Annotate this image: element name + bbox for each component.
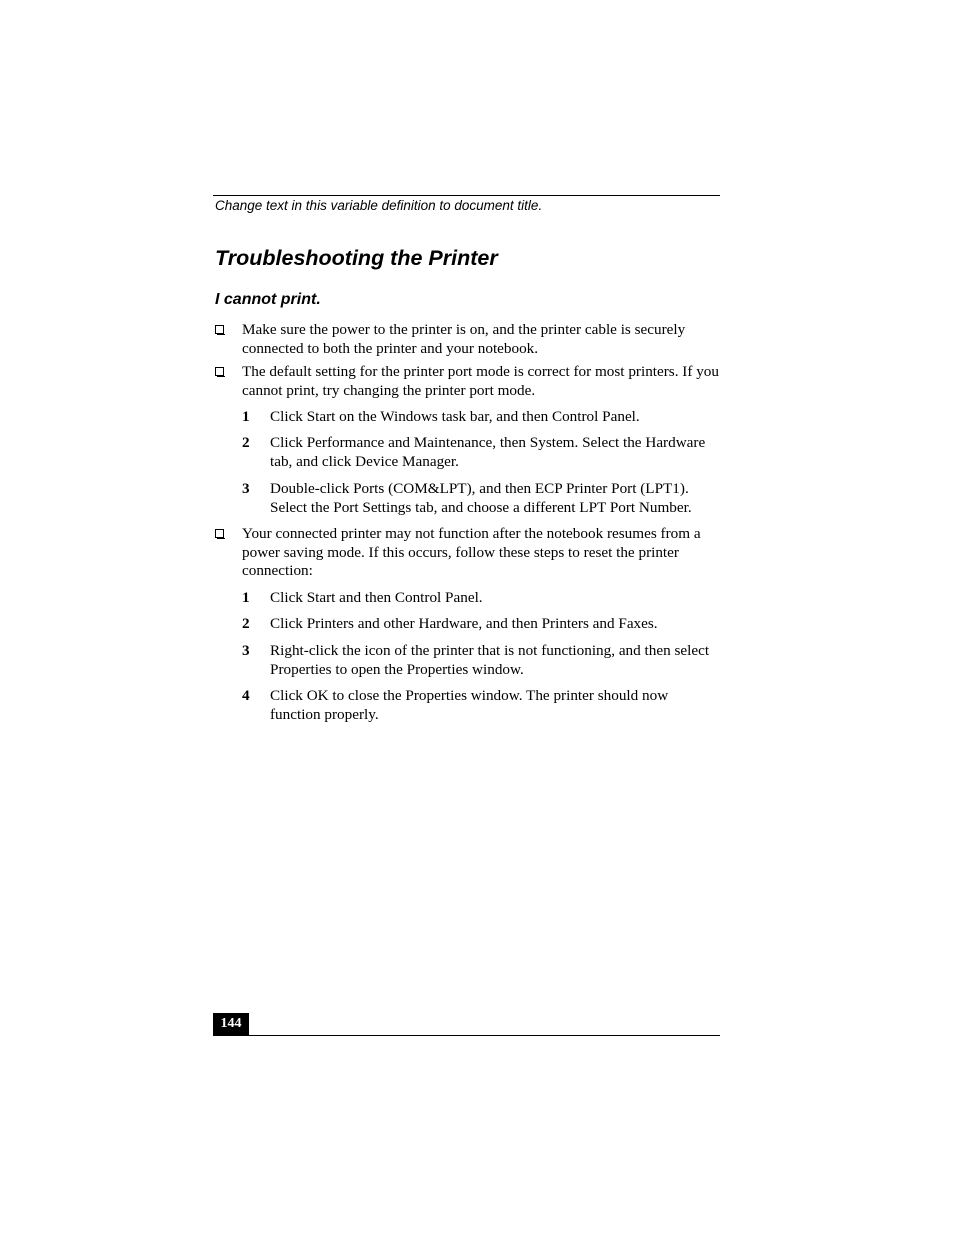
step-text: Click Printers and other Hardware, and then Printers and Faxes.: [270, 615, 658, 632]
section-subtitle: I cannot print.: [215, 291, 321, 308]
section-title: Troubleshooting the Printer: [215, 246, 498, 270]
step-text: Click Performance and Maintenance, then System. Select the Hardware tab, and click Device Manager.: [270, 434, 706, 470]
bullet-text: The default setting for the printer port mode is correct for most printers. If you cannot print, try changing the printer port mode.: [242, 363, 719, 399]
step-number: 4: [242, 687, 250, 704]
step-number: 1: [242, 408, 250, 425]
running-header-title: Change text in this variable definition to document title.: [215, 198, 543, 213]
step-text: Click Start and then Control Panel.: [270, 589, 483, 606]
step-number: 3: [242, 480, 250, 497]
step-number: 2: [242, 615, 250, 632]
step-text: Click Start on the Windows task bar, and then Control Panel.: [270, 408, 640, 425]
bullet-text: Your connected printer may not function after the notebook resumes from a power saving mode. If this occurs, follow these steps to reset the printer connection:: [242, 525, 701, 580]
footer-rule: [213, 1035, 720, 1036]
step-text: Click OK to close the Properties window. The printer should now function properly.: [270, 687, 669, 723]
step-number: 2: [242, 434, 250, 451]
checkbox-bullet-icon-shadow: [223, 327, 224, 335]
bullet-text: Make sure the power to the printer is on, and the printer cable is securely connected to both the printer and your notebook.: [242, 321, 686, 357]
step-text: Double-click Ports (COM&LPT), and then ECP Printer Port (LPT1). Select the Port Settings tab, and choose a different LPT Port Number.: [270, 480, 692, 516]
step-text: Right-click the icon of the printer that is not functioning, and then select Properties to open the Properties window.: [270, 642, 710, 678]
step-number: 1: [242, 589, 250, 606]
checkbox-bullet-icon-shadow: [223, 369, 224, 377]
checkbox-bullet-icon-shadow: [223, 531, 224, 539]
step-number: 3: [242, 642, 250, 659]
header-rule: [213, 195, 720, 196]
page-number: 144: [213, 1013, 249, 1035]
